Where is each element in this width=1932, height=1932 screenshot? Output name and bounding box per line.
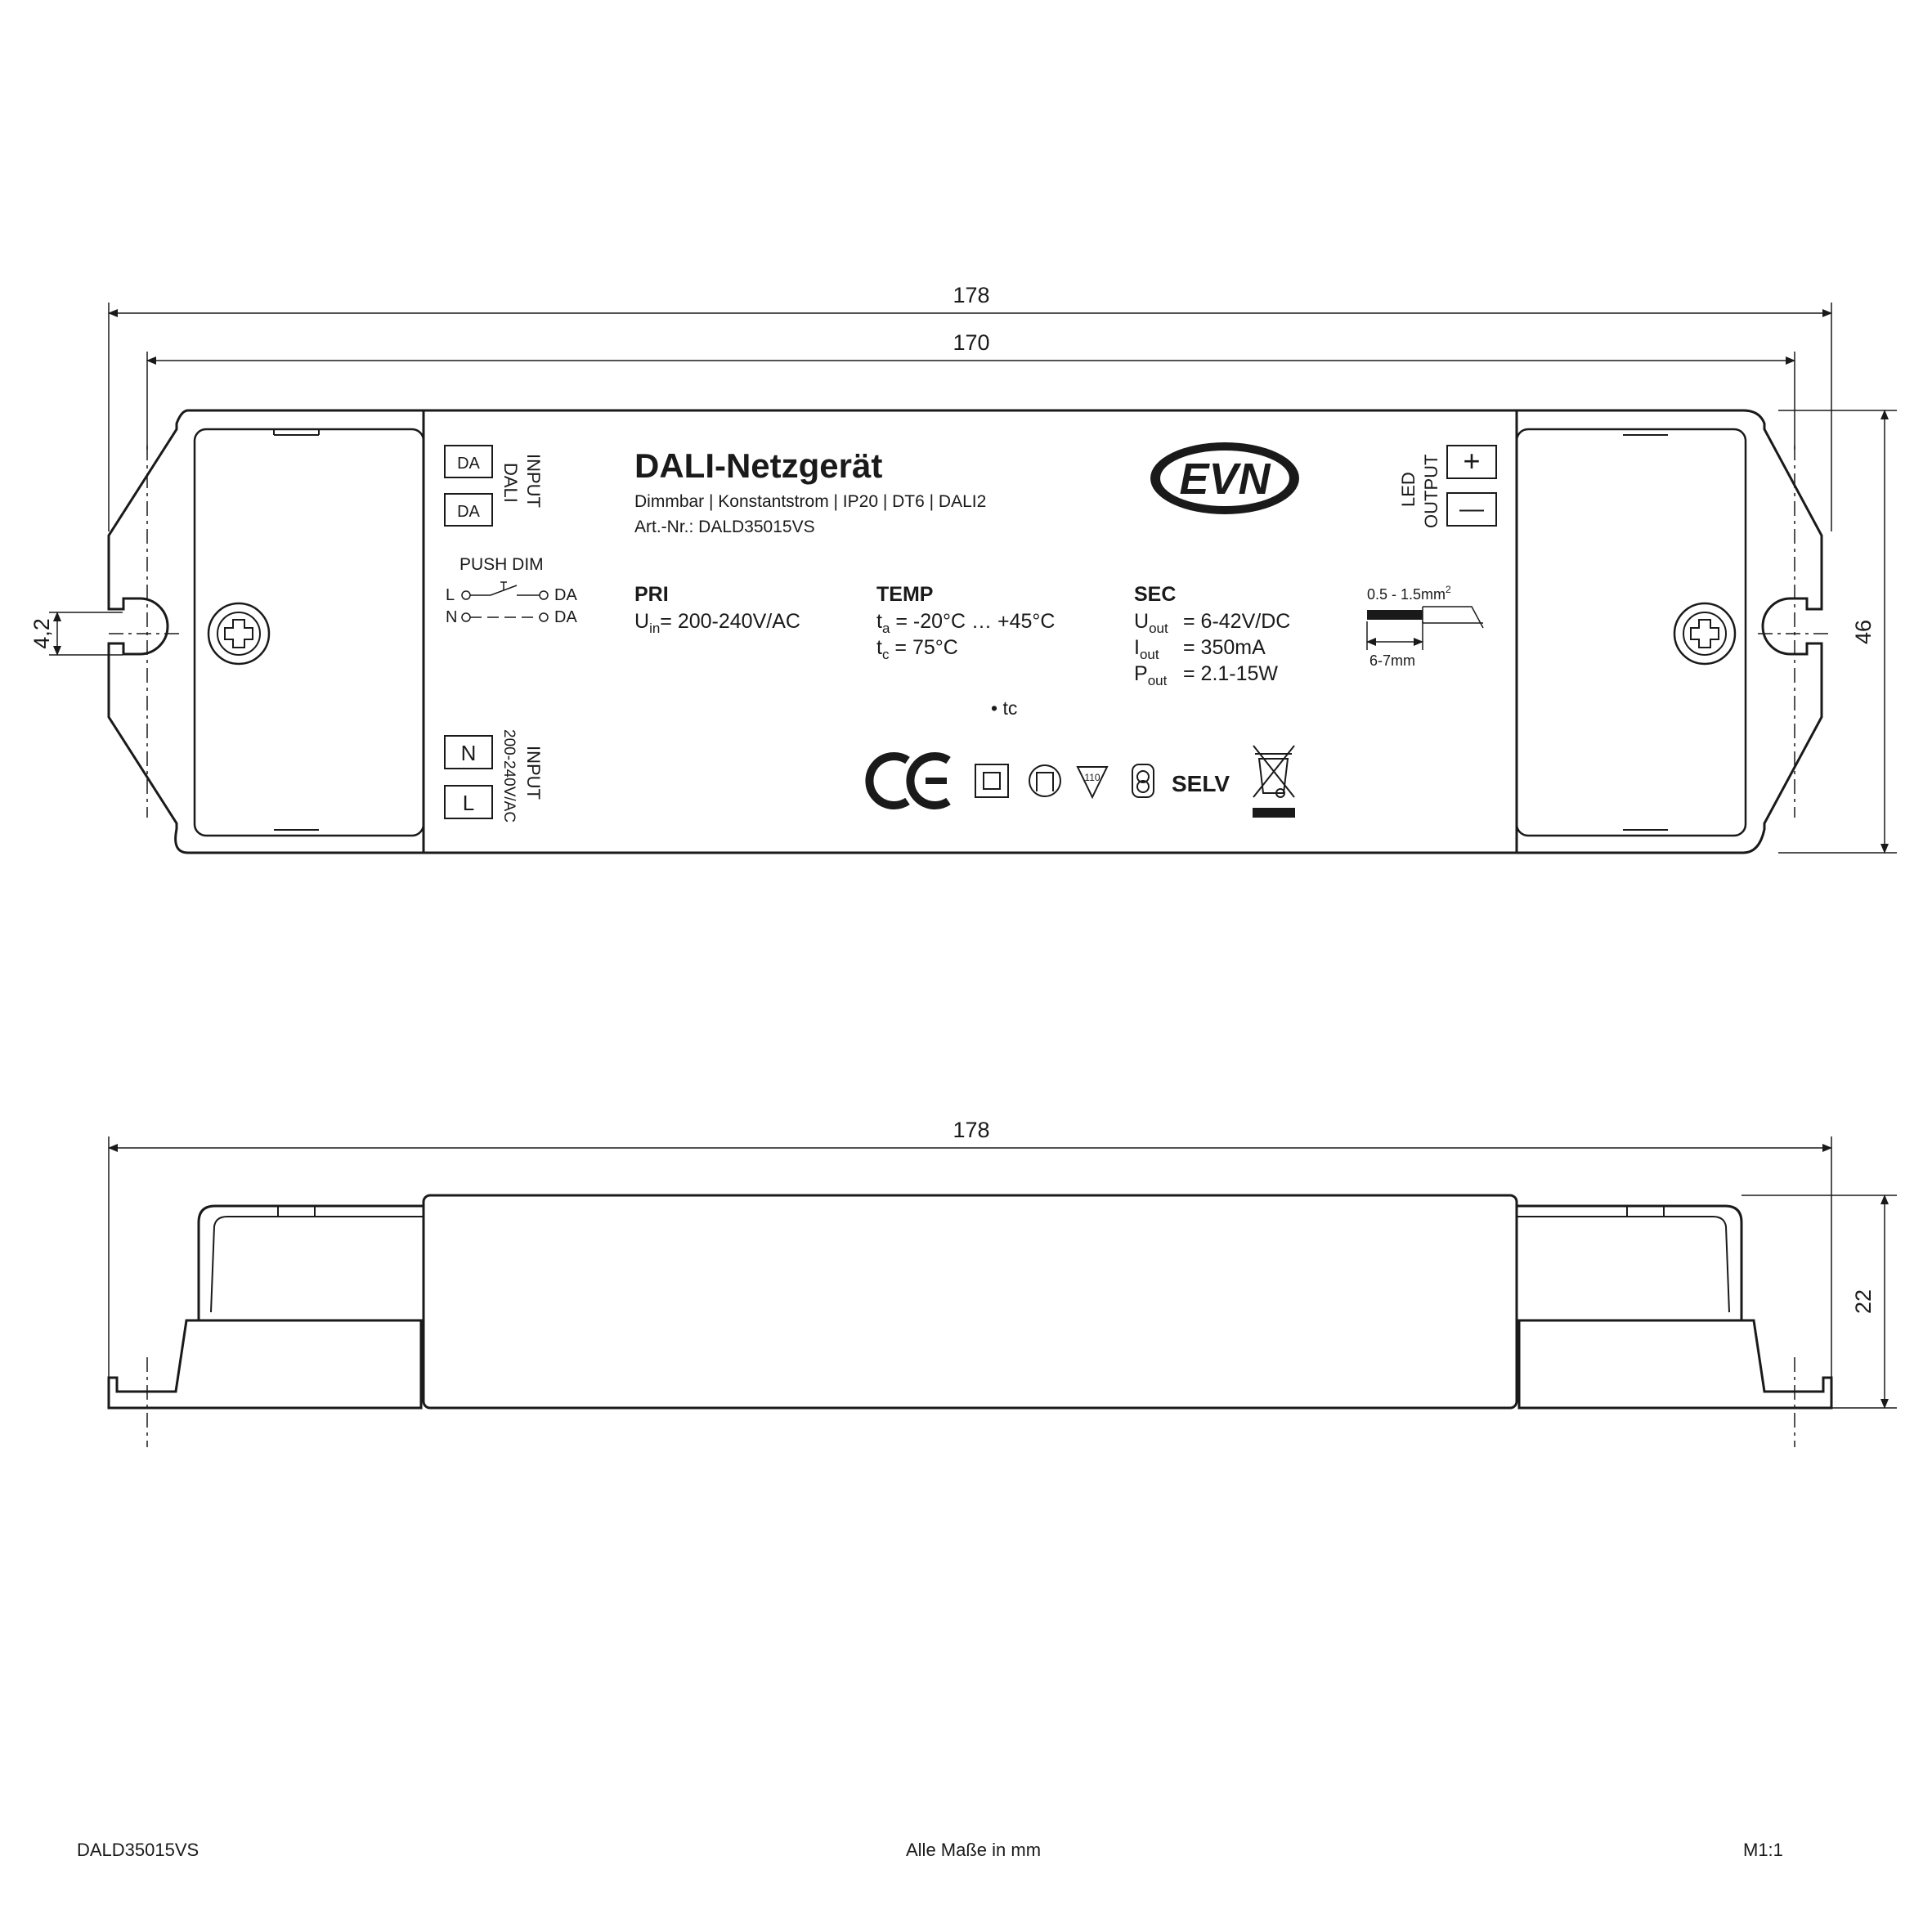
dim-170-label: 170 bbox=[953, 330, 990, 355]
thermal-protection-icon bbox=[1029, 765, 1060, 796]
pri-heading: PRI bbox=[634, 583, 669, 606]
screw-icon bbox=[1674, 603, 1735, 664]
push-dim-n: N bbox=[446, 608, 458, 626]
temperature-110-icon bbox=[1078, 767, 1107, 797]
dali-input-terminals bbox=[445, 446, 544, 526]
wire-strip-length: 6-7mm bbox=[1369, 652, 1416, 669]
dim-22-label: 22 bbox=[1851, 1289, 1876, 1315]
protection-class-ii-icon bbox=[975, 764, 1008, 797]
selv-label: SELV bbox=[1172, 771, 1230, 796]
dim-side-178-label: 178 bbox=[953, 1118, 990, 1142]
sec-heading: SEC bbox=[1134, 583, 1177, 606]
temp-heading: TEMP bbox=[876, 583, 934, 606]
mains-input-terminals bbox=[445, 729, 544, 823]
brand-wordmark: EVN bbox=[1179, 455, 1271, 504]
footer-units-note: Alle Maße in mm bbox=[906, 1840, 1042, 1860]
dali-input-label-line2: DALI bbox=[500, 463, 521, 503]
side-view bbox=[109, 1195, 1831, 1447]
terminal-da-1: DA bbox=[457, 455, 480, 473]
push-dim-label: PUSH DIM bbox=[459, 555, 544, 574]
sec-current: $I_{out} = 350mA$ bbox=[1134, 636, 1266, 662]
product-subtitle: Dimmbar | Konstantstrom | IP20 | DT6 | DALI2 bbox=[634, 492, 987, 511]
temp-ambient: $t_a = -20^\circ C$ … +45°C bbox=[876, 610, 1056, 636]
evn-logo-icon bbox=[1150, 442, 1299, 514]
push-dim-diagram bbox=[446, 555, 577, 626]
dim-46-label: 46 bbox=[1851, 619, 1876, 645]
pri-voltage: $U_{in}= 200-240V/AC$ bbox=[634, 610, 800, 636]
terminal-n: N bbox=[460, 741, 477, 765]
led-output-label-line2: OUTPUT bbox=[1421, 454, 1441, 528]
led-output-label-line1: LED bbox=[1398, 472, 1419, 507]
push-dim-da-2: DA bbox=[554, 608, 577, 626]
dimension-width bbox=[1778, 410, 1897, 853]
sec-power: $P_{out} = 2.1-15W$ bbox=[1134, 662, 1279, 688]
terminal-plus: + bbox=[1463, 444, 1481, 477]
product-title: DALI-Netzgerät bbox=[634, 446, 883, 485]
push-dim-l: L bbox=[446, 586, 455, 604]
certification-marks bbox=[869, 746, 1295, 818]
ce-mark-icon bbox=[869, 756, 948, 805]
article-number: Art.-Nr.: DALD35015VS bbox=[634, 518, 815, 536]
wire-cross-section: $0.5 - 1.5mm^2$ bbox=[1367, 584, 1451, 603]
dimension-fixing-distance bbox=[147, 330, 1795, 450]
tc-point-label: • tc bbox=[991, 697, 1018, 719]
terminal-minus: — bbox=[1459, 495, 1484, 522]
mains-input-label-line1: INPUT bbox=[523, 746, 544, 800]
mains-input-label-line2: 200-240V/AC bbox=[500, 729, 518, 823]
push-dim-da-1: DA bbox=[554, 586, 577, 604]
terminal-l: L bbox=[462, 791, 475, 815]
safety-transformer-icon bbox=[1132, 764, 1154, 797]
footer-article-number: DALD35015VS bbox=[77, 1840, 199, 1860]
temperature-110-label: 110 bbox=[1084, 772, 1100, 783]
dali-input-label-line1: INPUT bbox=[523, 454, 544, 508]
wire-detail bbox=[1367, 584, 1483, 669]
dim-4-2-label: 4,2 bbox=[29, 618, 54, 649]
footer-scale: M1:1 bbox=[1743, 1840, 1783, 1860]
weee-bin-icon bbox=[1253, 746, 1295, 818]
sec-voltage: $U_{out} = 6-42V/DC$ bbox=[1134, 610, 1291, 636]
terminal-da-2: DA bbox=[457, 503, 480, 521]
dimension-height bbox=[1741, 1195, 1897, 1408]
dimension-side-length bbox=[109, 1118, 1831, 1390]
temp-case: $t_c = 75^\circ C$ bbox=[876, 636, 958, 662]
dim-178-label: 178 bbox=[953, 283, 990, 307]
screw-icon bbox=[208, 603, 269, 664]
led-output-terminals bbox=[1398, 444, 1496, 528]
